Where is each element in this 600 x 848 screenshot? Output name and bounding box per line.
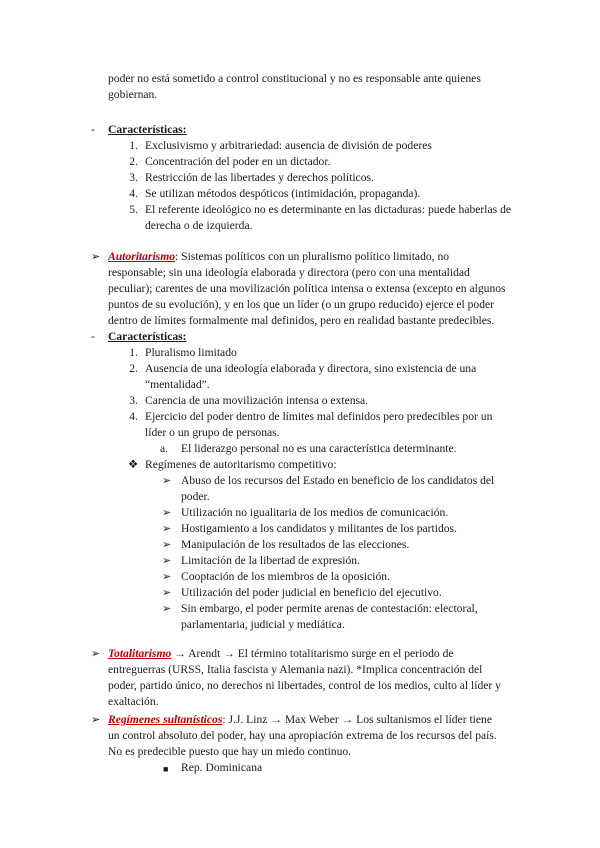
sultanisticos-paragraph xyxy=(108,712,497,760)
arrow-bullet-icon: ➢ xyxy=(162,475,172,487)
dash-bullet: - xyxy=(91,330,95,343)
paragraph-line: responsable; sin una ideología elaborada y directora (pero con una mentalidad xyxy=(108,266,470,279)
paragraph-line: → Arendt → El término totalitarismo surge en el periodo de xyxy=(171,647,454,660)
list-item-continuation: poder. xyxy=(181,490,210,503)
intro-paragraph xyxy=(108,71,481,103)
paragraph-line: : Sistemas políticos con un pluralismo político limitado, no xyxy=(175,250,450,263)
section-heading: Características: xyxy=(108,330,187,343)
arrow-bullet-icon: ➢ xyxy=(162,571,172,583)
arrow-bullet-icon: ➢ xyxy=(91,648,101,660)
list-item: Manipulación de los resultados de las elecciones. xyxy=(181,538,410,551)
paragraph-line: puntos de su evolución), y en los que un líder (o un grupo reducido) ejerce el poder xyxy=(108,298,495,311)
list-item: Utilización no igualitaria de los medios de comunicación. xyxy=(181,506,449,519)
list-item: Limitación de la libertad de expresión. xyxy=(181,554,360,567)
list-number: 2. xyxy=(129,362,138,375)
list-number: 1. xyxy=(129,139,138,152)
list-number: 3. xyxy=(129,394,138,407)
paragraph-line: : J.J. Linz → Max Weber → Los sultanismos el líder tiene xyxy=(222,713,492,726)
list-item: Ausencia de una ideología elaborada y directora, sino existencia de una xyxy=(145,362,477,375)
list-item: Se utilizan métodos despóticos (intimidación, propaganda). xyxy=(145,187,421,200)
list-item: Cooptación de los miembros de la oposición. xyxy=(181,570,390,583)
list-item-continuation: parlamentaria, judicial y mediática. xyxy=(181,618,345,631)
list-item: Exclusivismo y arbitrariedad: ausencia de división de poderes xyxy=(145,139,432,152)
intro-line: poder no está sometido a control constitucional y no es responsable ante quienes xyxy=(108,72,481,85)
autoritarismo-paragraph xyxy=(108,249,506,329)
totalitarismo-paragraph xyxy=(108,646,501,710)
list-number: 4. xyxy=(129,187,138,200)
square-bullet-icon: ■ xyxy=(163,764,169,774)
list-item: Carencia de una movilización intensa o extensa. xyxy=(145,394,369,407)
paragraph-line: poder, partido único, no derechos ni libertades, control de los medios, culto al líder y xyxy=(108,679,501,692)
list-number: 3. xyxy=(129,171,138,184)
list-item: Utilización del poder judicial en beneficio del ejecutivo. xyxy=(181,586,442,599)
list-number: 5. xyxy=(129,203,138,216)
list-item-continuation: líder o un grupo de personas. xyxy=(145,426,280,439)
list-item: Ejercicio del poder dentro de límites mal definidos pero predecibles por un xyxy=(145,410,493,423)
paragraph-line: dentro de límites formalmente mal definidos, pero en realidad bastante predecibles. xyxy=(108,314,495,327)
arrow-bullet-icon: ➢ xyxy=(162,507,172,519)
intro-line: gobiernan. xyxy=(108,88,158,101)
list-item: El referente ideológico no es determinante en las dictaduras: puede haberlas de xyxy=(145,203,512,216)
list-number: 1. xyxy=(129,346,138,359)
arrow-bullet-icon: ➢ xyxy=(162,587,172,599)
list-item: Hostigamiento a los candidatos y militantes de los partidos. xyxy=(181,522,457,535)
list-letter: a. xyxy=(159,442,168,455)
paragraph-line: un control absoluto del poder, hay una apropiación extrema de los recursos del país. xyxy=(108,729,497,742)
paragraph-line: peculiar); carentes de una movilización política intensa o extensa (excepto en algunos xyxy=(108,282,506,295)
list-item: Abuso de los recursos del Estado en beneficio de los candidatos del xyxy=(181,474,495,487)
list-item-continuation: derecha o de izquierda. xyxy=(145,219,253,232)
list-item: Pluralismo limitado xyxy=(145,346,237,359)
paragraph-line: No es predecible puesto que hay un miedo continuo. xyxy=(108,745,352,758)
dash-bullet: - xyxy=(91,123,95,136)
arrow-bullet-icon: ➢ xyxy=(162,523,172,535)
term-totalitarismo: Totalitarismo xyxy=(108,647,172,660)
term-autoritarismo: Autoritarismo xyxy=(108,250,176,263)
arrow-bullet-icon: ➢ xyxy=(91,251,101,263)
competitivo-title: Regímenes de autoritarismo competitivo: xyxy=(145,458,337,471)
list-item: Sin embargo, el poder permite arenas de contestación: electoral, xyxy=(181,602,478,615)
list-item: Concentración del poder en un dictador. xyxy=(145,155,331,168)
list-item-continuation: “mentalidad”. xyxy=(145,378,210,391)
diamond-bullet-icon: ❖ xyxy=(128,458,139,471)
example-item: Rep. Dominicana xyxy=(181,761,263,774)
paragraph-line: entreguerras (URSS, Italia fascista y Alemania nazi). *Implica concentración del xyxy=(108,663,483,676)
list-item: Restricción de las libertades y derechos políticos. xyxy=(145,171,374,184)
term-sultanisticos: Regímenes sultanísticos xyxy=(108,713,223,726)
arrow-bullet-icon: ➢ xyxy=(162,539,172,551)
list-number: 2. xyxy=(129,155,138,168)
arrow-bullet-icon: ➢ xyxy=(162,603,172,615)
arrow-bullet-icon: ➢ xyxy=(91,714,101,726)
paragraph-line: exaltación. xyxy=(108,695,159,708)
section-heading: Características: xyxy=(108,123,187,136)
list-number: 4. xyxy=(129,410,138,423)
sub-list-item: El liderazgo personal no es una característica determinante. xyxy=(181,442,457,455)
arrow-bullet-icon: ➢ xyxy=(162,555,172,567)
